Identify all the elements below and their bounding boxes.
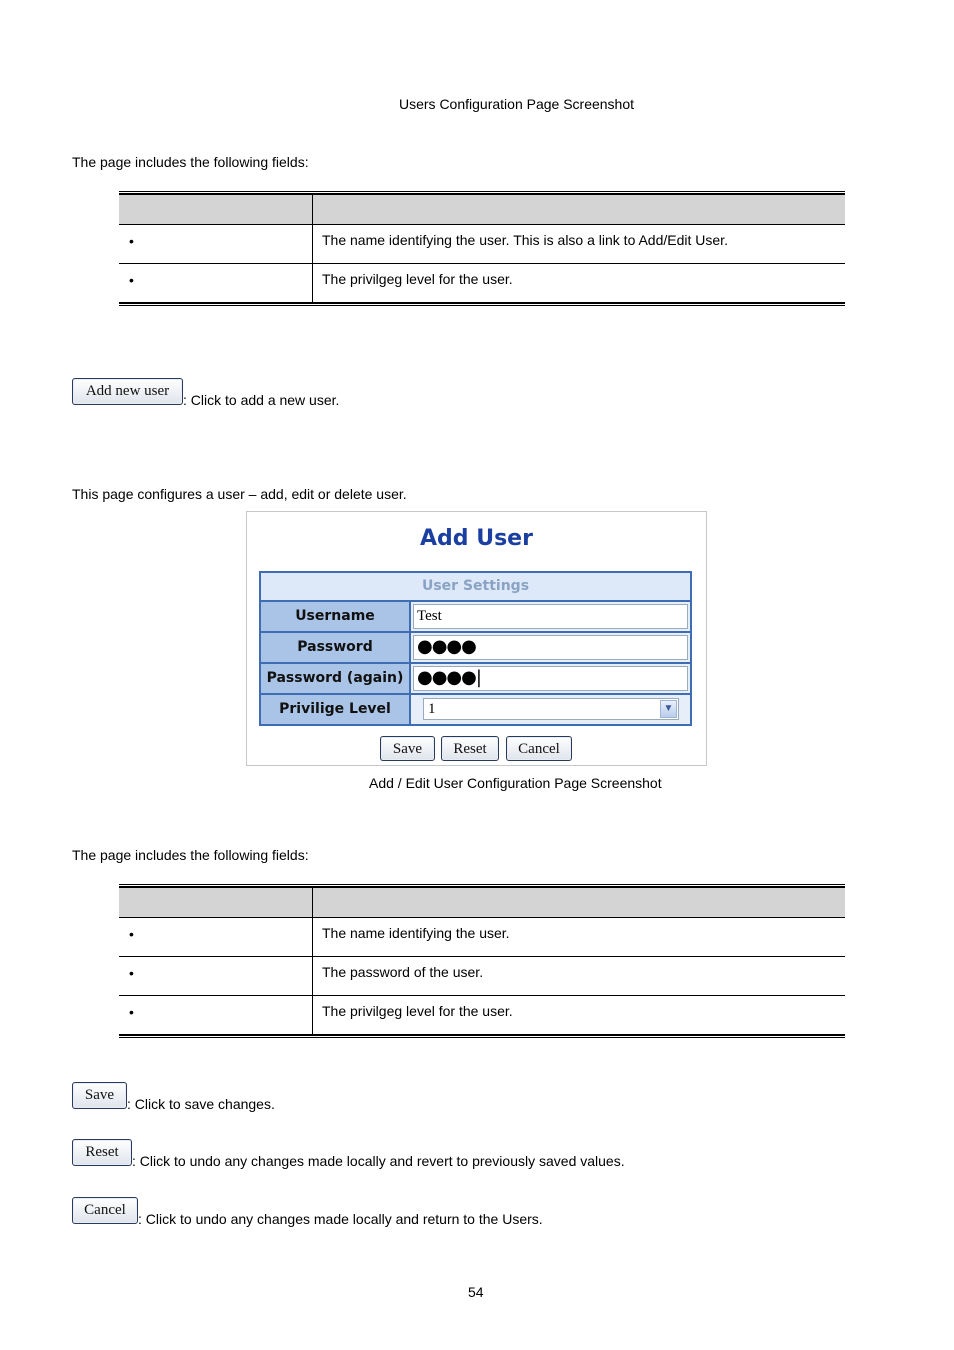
add-new-user-description: : Click to add a new user. [183,392,340,408]
privilege-level-label: Privilige Level [261,695,411,724]
save-button[interactable]: Save [380,736,435,761]
bullet: • [129,926,134,942]
save-description: : Click to save changes. [127,1096,275,1112]
fields-table [119,884,845,1038]
cancel-button[interactable]: Cancel [506,736,572,761]
reset-button[interactable]: Reset [441,736,499,761]
add-user-screenshot [246,511,707,766]
bullet: • [129,1004,134,1020]
cancel-button[interactable]: Cancel [72,1197,138,1224]
section-header: User Settings [261,573,690,602]
page-number: 54 [468,1284,484,1300]
bullet: • [129,965,134,981]
intro-text: The page includes the following fields: [72,154,309,170]
reset-button[interactable]: Reset [72,1139,132,1166]
password-again-field[interactable]: ●●●●| [413,666,688,691]
table-cell-description: The name identifying the user. This is also a link to Add/Edit User. [322,232,728,248]
figure-caption: Users Configuration Page Screenshot [399,96,635,112]
add-new-user-button[interactable]: Add new user [72,378,183,405]
table-row [119,225,845,264]
table-row [119,996,845,1034]
cancel-description: : Click to undo any changes made locally and return to the Users. [138,1211,543,1227]
page-title: Add User [420,526,533,551]
intro-text: The page includes the following fields: [72,847,309,863]
table-cell-description: The password of the user. [322,964,484,980]
username-field[interactable]: Test [413,604,688,629]
save-button[interactable]: Save [72,1082,127,1109]
table-cell-description: The privilgeg level for the user. [322,271,513,287]
intro-text: This page configures a user – add, edit or delete user. [72,486,407,502]
bullet: • [129,233,134,249]
password-again-label: Password (again) [261,664,411,693]
bullet: • [129,272,134,288]
table-row [119,264,845,302]
privilege-level-value: 1 [428,701,436,717]
table-header [119,888,845,918]
chevron-down-icon[interactable]: ▼ [660,700,677,718]
username-label: Username [261,602,411,631]
reset-description: : Click to undo any changes made locally and revert to previously saved values. [132,1153,625,1169]
table-cell-description: The name identifying the user. [322,925,510,941]
table-header [119,195,845,225]
fields-table [119,191,845,306]
privilege-level-select[interactable] [423,698,679,720]
user-settings-panel [259,571,692,726]
table-cell-description: The privilgeg level for the user. [322,1003,513,1019]
table-row [119,957,845,996]
password-label: Password [261,633,411,662]
password-field[interactable]: ●●●● [413,635,688,660]
figure-caption: Add / Edit User Configuration Page Screenshot [369,775,662,791]
table-row [119,918,845,957]
